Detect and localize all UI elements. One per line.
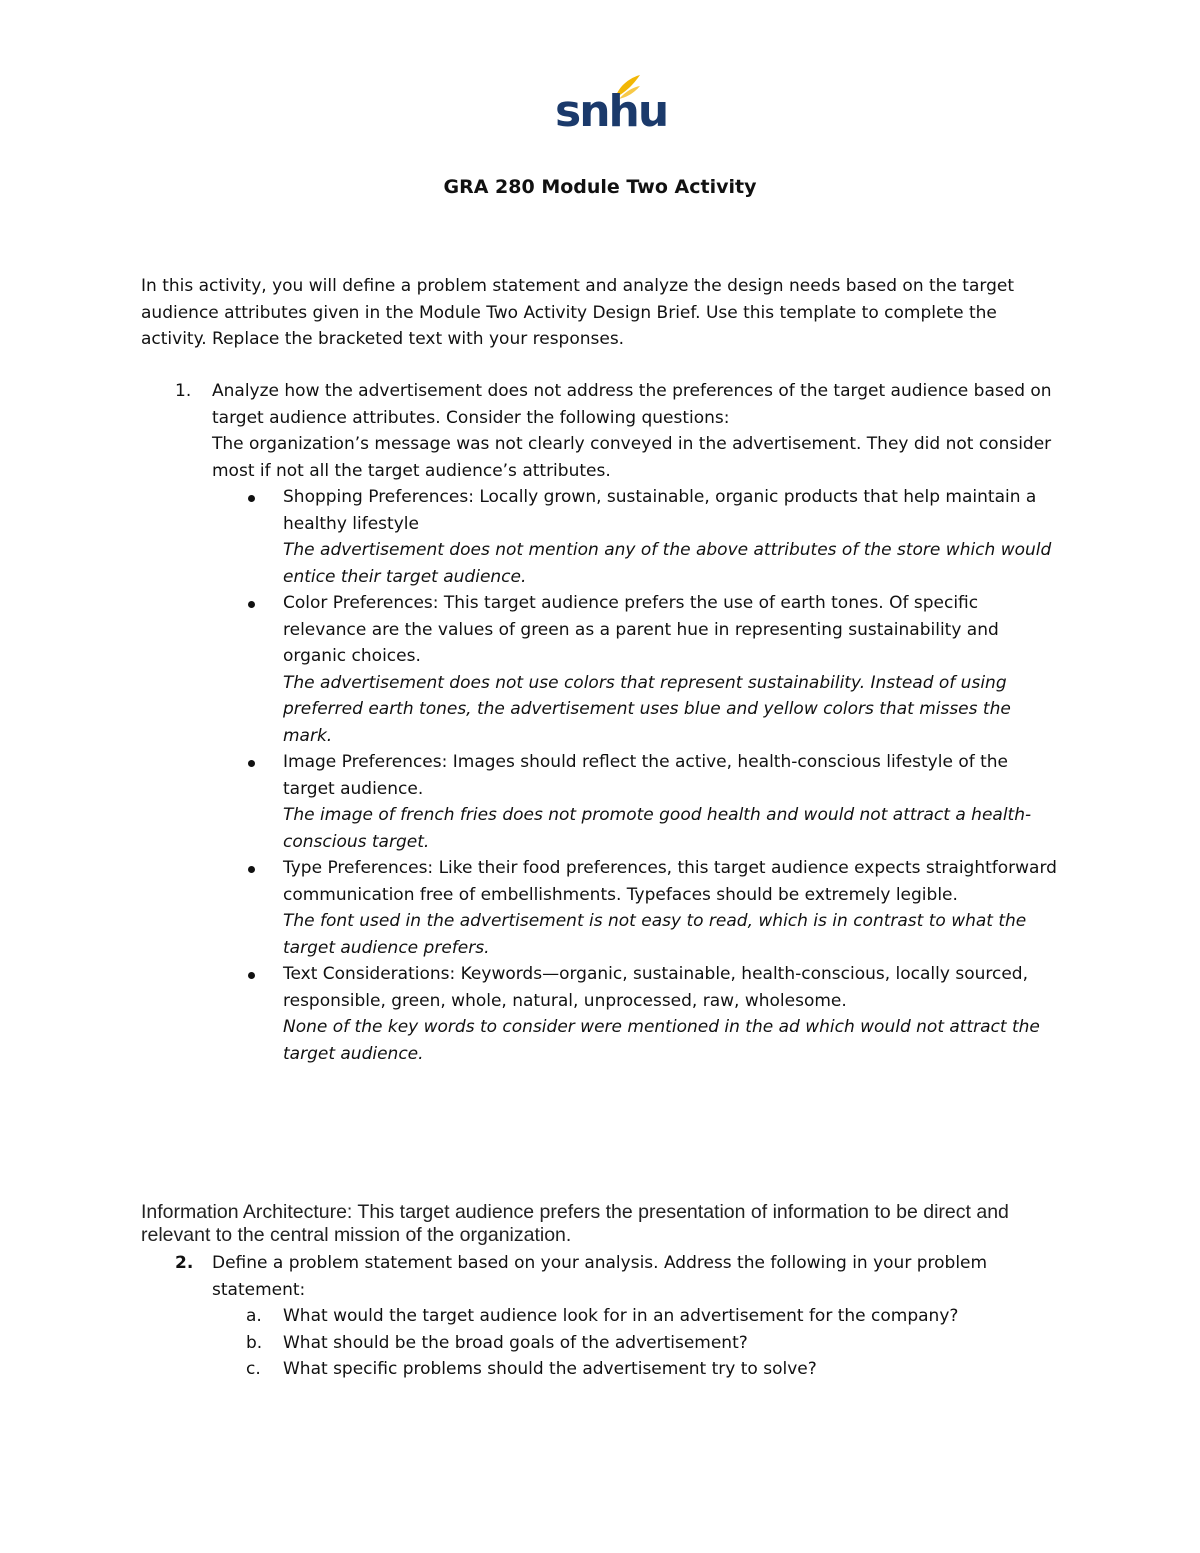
attribute-answer: The font used in the advertisement is not easy to read, which is in contrast to what the target audience prefers.	[283, 911, 1027, 958]
attribute-answer: The image of french fries does not promote good health and would not attract a health-conscious target.	[283, 805, 1032, 852]
page-title: GRA 280 Module Two Activity	[443, 176, 757, 198]
list-item	[212, 1330, 1057, 1357]
sub-item-text: What would the target audience look for in an advertisement for the company?	[283, 1306, 959, 1326]
snhu-logo	[555, 74, 668, 137]
question-2-content	[212, 1250, 1057, 1383]
list-item	[212, 1356, 1057, 1383]
attribute-answer: None of the key words to consider were mentioned in the ad which would not attract the target audience.	[283, 1017, 1040, 1064]
question-2-sublist	[212, 1303, 1057, 1383]
sub-item-text: What should be the broad goals of the advertisement?	[283, 1332, 748, 1353]
list-item	[212, 961, 1057, 1067]
sub-item-letter: a.	[246, 1306, 262, 1326]
attribute-answer: The advertisement does not mention any of the above attributes of the store which would entice their target audience.	[283, 540, 1052, 587]
bullet-icon	[248, 601, 255, 608]
sub-item-text: What specific problems should the advertisement try to solve?	[283, 1359, 817, 1379]
sub-item-letter: c.	[246, 1359, 261, 1379]
attribute-text: Shopping Preferences: Locally grown, sustainable, organic products that help maintain a healthy lifestyle	[283, 487, 1037, 534]
question-1-content	[212, 378, 1057, 1067]
list-item	[212, 484, 1057, 590]
bullet-icon	[248, 866, 255, 873]
sub-item-letter: b.	[246, 1332, 263, 1353]
attribute-list	[212, 484, 1057, 1067]
list-item	[212, 749, 1057, 855]
attribute-answer: The advertisement does not use colors that represent sustainability. Instead of using preferred earth tones, the advertisement uses blue and yellow colors that misses the mark.	[283, 672, 1011, 746]
intro-paragraph: In this activity, you will define a problem statement and analyze the design needs based on the target audience attributes given in the Module Two Activity Design Brief. Use this template to complete the activity. Replace the bracketed text with your responses.	[141, 276, 1014, 349]
list-item	[212, 1303, 1057, 1330]
attribute-text: Text Considerations: Keywords—organic, sustainable, health-conscious, locally sourced, responsible, green, whole, natural, unprocessed, raw, wholesome.	[283, 964, 1028, 1011]
bullet-icon	[248, 760, 255, 767]
list-item	[212, 590, 1057, 749]
information-architecture-paragraph: Information Architecture: This target audience prefers the presentation of information to be direct and relevant to the central mission of the organization.	[141, 1201, 1009, 1246]
bullet-icon	[248, 972, 255, 979]
bullet-icon	[248, 495, 255, 502]
logo-text: snhu	[555, 86, 668, 137]
question-2-number: 2.	[175, 1253, 194, 1273]
list-item	[212, 855, 1057, 961]
question-1-number: 1.	[175, 381, 192, 401]
attribute-text: Type Preferences: Like their food preferences, this target audience expects straightforward communication free of embellishments. Typefaces should be extremely legible.	[283, 858, 1057, 905]
question-2-prompt: Define a problem statement based on your analysis. Address the following in your problem statement:	[212, 1253, 988, 1300]
question-1-response: The organization’s message was not clearly conveyed in the advertisement. They did not consider most if not all the target audience’s attributes.	[212, 434, 1052, 481]
attribute-text: Color Preferences: This target audience prefers the use of earth tones. Of specific relevance are the values of green as a parent hue in representing sustainability and organic choices.	[283, 593, 999, 666]
attribute-text: Image Preferences: Images should reflect the active, health-conscious lifestyle of the target audience.	[283, 752, 1009, 799]
question-1-prompt: Analyze how the advertisement does not address the preferences of the target audience based on target audience attributes. Consider the following questions:	[212, 381, 1052, 428]
